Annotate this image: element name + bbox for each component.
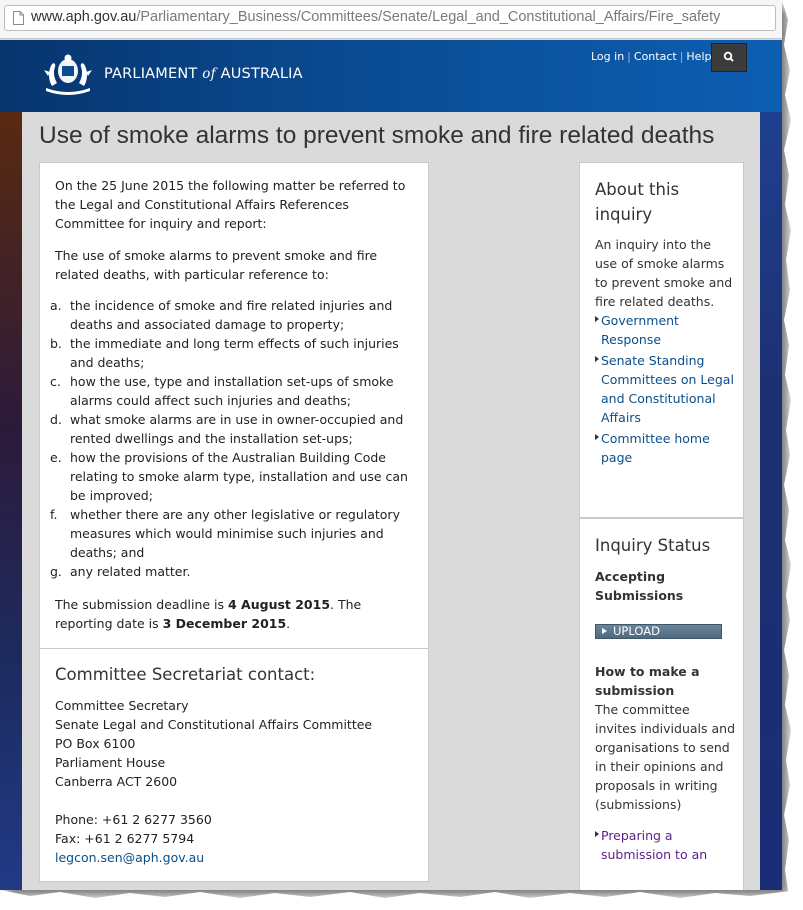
background-image-left <box>0 112 22 890</box>
content-area <box>22 162 760 890</box>
upload-button[interactable] <box>595 624 722 639</box>
contact-title: Committee Secretariat contact: <box>55 665 316 684</box>
list-item <box>595 311 735 349</box>
arrow-icon <box>595 434 599 440</box>
list-item <box>595 351 735 427</box>
about-inquiry-panel <box>579 162 744 518</box>
contact-email-link[interactable]: legcon.sen@aph.gov.au <box>55 850 205 865</box>
spacer <box>55 791 372 810</box>
brand-prefix: PARLIAMENT <box>104 66 203 82</box>
status-state: Accepting Submissions <box>595 569 684 603</box>
list-item <box>50 410 420 448</box>
item-text: whether there are any other legislative or regulatory measures which would minimise such injuries and deaths; and <box>70 507 400 560</box>
item-marker: a. <box>50 298 62 313</box>
play-icon <box>602 628 607 634</box>
upload-label: UPLOAD <box>613 624 660 638</box>
reporting-date: 3 December 2015 <box>162 616 287 631</box>
item-text: what smoke alarms are in use in owner-occupied and rented dwellings and the installation set-ups; <box>70 412 404 446</box>
item-marker: c. <box>50 374 61 389</box>
page-title: Use of smoke alarms to prevent smoke and fire related deaths <box>39 122 715 149</box>
brand-of: of <box>202 66 216 82</box>
item-text: how the use, type and installation set-ups of smoke alarms could affect such injuries and deaths; <box>70 374 394 408</box>
help-link[interactable]: Help <box>686 50 712 63</box>
address-line: PO Box 6100 <box>55 736 136 751</box>
url-host: www.aph.gov.au <box>31 9 137 25</box>
list-item <box>50 505 420 562</box>
page-icon <box>13 11 24 25</box>
government-response-link[interactable]: Government Response <box>601 313 679 347</box>
item-marker: b. <box>50 336 62 351</box>
submission-deadline: 4 August 2015 <box>228 597 331 612</box>
inquiry-status-panel <box>579 518 744 890</box>
item-marker: e. <box>50 450 62 465</box>
torn-edge-right <box>782 0 803 910</box>
search-button[interactable] <box>711 43 747 72</box>
list-item <box>595 429 735 467</box>
site-header <box>0 40 782 112</box>
item-text: how the provisions of the Australian Building Code relating to smoke alarm type, installation and use can be improved; <box>70 450 408 503</box>
contact-phone: Phone: +61 2 6277 3560 <box>55 812 212 827</box>
separator: | <box>627 50 631 63</box>
list-item <box>50 448 420 505</box>
list-item <box>50 562 420 581</box>
address-line: Canberra ACT 2600 <box>55 774 178 789</box>
how-to-title: How to make a submission <box>595 664 700 698</box>
item-text: the immediate and long term effects of such injuries and deaths; <box>70 336 399 370</box>
lead-text: The use of smoke alarms to prevent smoke and fire related deaths, with particular reference to: <box>55 248 378 282</box>
address-line: Senate Legal and Constitutional Affairs Committee <box>55 717 373 732</box>
how-to-links <box>595 826 735 864</box>
address-bar <box>0 0 782 39</box>
item-text: any related matter. <box>70 564 191 579</box>
how-to-section <box>595 662 735 866</box>
intro-text: On the 25 June 2015 the following matter be referred to the Legal and Constitutional Affairs References Committee for inquiry and report: <box>55 178 406 231</box>
url-path: /Parliamentary_Business/Committees/Senate/Legal_and_Constitutional_Affairs/Fire_safety <box>136 9 721 25</box>
list-item <box>50 372 420 410</box>
list-item <box>50 334 420 372</box>
title-bar <box>22 112 760 162</box>
login-link[interactable]: Log in <box>591 50 625 63</box>
contact-address <box>55 696 372 867</box>
committee-link[interactable]: Senate Standing Committees on Legal and Constitutional Affairs <box>601 353 734 425</box>
deadline-prefix: The submission deadline is <box>55 597 228 612</box>
item-marker: d. <box>50 412 62 427</box>
search-icon <box>712 44 746 71</box>
url-text <box>31 9 720 25</box>
deadline-text <box>55 595 415 633</box>
arrow-icon <box>595 831 599 837</box>
how-to-text: The committee invites individuals and organisations to send in their opinions and proposals in writing (submissions) <box>595 702 736 812</box>
separator: | <box>679 50 684 63</box>
arrow-icon <box>595 356 599 362</box>
terms-of-reference-panel <box>39 162 429 649</box>
contact-panel <box>39 648 429 882</box>
url-field[interactable] <box>4 5 776 31</box>
brand-suffix: AUSTRALIA <box>215 66 303 82</box>
deadline-mid: . The reporting date is <box>55 597 362 631</box>
deadline-suffix: . <box>286 616 291 631</box>
contact-link[interactable]: Contact <box>633 50 677 63</box>
committee-home-link[interactable]: Committee home page <box>601 431 710 465</box>
item-marker: f. <box>50 507 58 522</box>
status-title: Inquiry Status <box>595 536 711 555</box>
list-item <box>595 826 735 864</box>
utility-links <box>591 50 711 63</box>
about-description: An inquiry into the use of smoke alarms to prevent smoke and fire related deaths. <box>595 237 733 309</box>
torn-edge-bottom <box>0 890 803 910</box>
about-title: About this inquiry <box>595 180 680 224</box>
site-brand[interactable] <box>104 66 303 82</box>
arrow-icon <box>595 316 599 322</box>
list-item <box>50 296 420 334</box>
preparing-submission-link[interactable]: Preparing a submission to an <box>601 828 708 862</box>
address-line: Committee Secretary <box>55 698 189 713</box>
about-body <box>595 235 735 469</box>
item-marker: g. <box>50 564 62 579</box>
coat-of-arms-logo[interactable] <box>38 52 98 96</box>
about-links <box>595 311 735 467</box>
item-text: the incidence of smoke and fire related injuries and deaths and associated damage to property; <box>70 298 393 332</box>
address-line: Parliament House <box>55 755 166 770</box>
terms-list <box>50 296 420 581</box>
contact-fax: Fax: +61 2 6277 5794 <box>55 831 195 846</box>
background-image-right <box>760 112 782 890</box>
